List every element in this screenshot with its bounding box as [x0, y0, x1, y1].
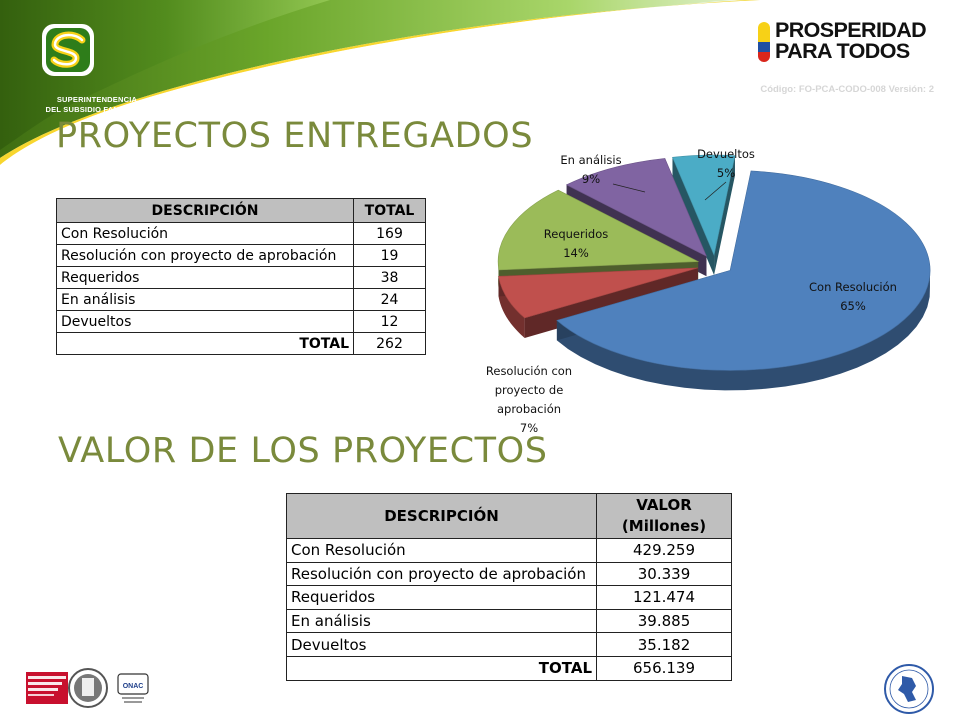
- row-value: 30.339: [597, 562, 732, 586]
- org-name-line1: SUPERINTENDENCIA: [56, 95, 138, 104]
- colombia-map-seal-icon: [882, 662, 936, 716]
- row-value: 35.182: [597, 633, 732, 657]
- total-label: TOTAL: [57, 333, 354, 355]
- pie-label-con-resolucion: Con Resolución 65%: [809, 280, 897, 313]
- row-description: Con Resolución: [287, 539, 597, 563]
- pie-label-devueltos: Devueltos 5%: [697, 147, 755, 180]
- prosperidad-logo: [758, 20, 938, 70]
- row-total: 12: [354, 311, 426, 333]
- iso-certification-icon: [26, 672, 68, 704]
- table-total-row: [57, 333, 426, 355]
- valor-proyectos-table: [286, 493, 732, 681]
- org-name-line2: DEL SUBSIDIO FAMILIAR: [45, 105, 141, 114]
- table-total-row: [287, 656, 732, 680]
- ssf-emblem-icon: [22, 18, 132, 93]
- section-title-proyectos-entregados: PROYECTOS ENTREGADOS: [56, 116, 534, 156]
- pie-label-resolucion: Resolución con proyecto de aprobación 7%: [485, 364, 573, 435]
- row-description: Devueltos: [57, 311, 354, 333]
- row-description: Requeridos: [287, 586, 597, 610]
- brand-line1: PROSPERIDAD: [775, 18, 927, 42]
- row-total: 38: [354, 267, 426, 289]
- pie-label-en-analisis: En análisis 9%: [560, 153, 622, 186]
- onac-icon: [118, 674, 148, 703]
- row-description: Resolución con proyecto de aprobación: [287, 562, 597, 586]
- document-code: Código: FO-PCA-CODO-008 Versión: 2: [760, 84, 934, 95]
- svg-text:ONAC: ONAC: [122, 683, 144, 690]
- table-row: [57, 245, 426, 267]
- table-row: [287, 562, 732, 586]
- table-header-row: [57, 199, 426, 223]
- proyectos-pie-chart: [470, 140, 950, 440]
- table-row: [287, 586, 732, 610]
- row-description: En análisis: [287, 609, 597, 633]
- table-row: [57, 267, 426, 289]
- column-header-valor: [597, 494, 732, 539]
- proyectos-entregados-table: [56, 198, 426, 355]
- pie-slices: [498, 155, 930, 390]
- row-description: Devueltos: [287, 633, 597, 657]
- total-value: 262: [354, 333, 426, 355]
- table-row: [57, 311, 426, 333]
- section-title-valor-proyectos: VALOR DE LOS PROYECTOS: [58, 431, 548, 471]
- column-header-total: TOTAL: [354, 199, 426, 223]
- column-header-descripcion: DESCRIPCIÓN: [57, 199, 354, 223]
- row-description: Requeridos: [57, 267, 354, 289]
- bureau-veritas-icon: [69, 669, 107, 707]
- pie-label-requeridos: Requeridos 14%: [543, 227, 609, 260]
- row-value: 429.259: [597, 539, 732, 563]
- table-row: [57, 223, 426, 245]
- row-total: 19: [354, 245, 426, 267]
- colombia-flag-icon: [758, 22, 770, 62]
- header-valor-line2: (Millones): [621, 517, 707, 535]
- row-description: Con Resolución: [57, 223, 354, 245]
- row-total: 24: [354, 289, 426, 311]
- row-value: 39.885: [597, 609, 732, 633]
- table-row: [287, 539, 732, 563]
- table-header-row: [287, 494, 732, 539]
- row-description: Resolución con proyecto de aprobación: [57, 245, 354, 267]
- certification-logos: [24, 664, 154, 712]
- superintendencia-logo: [22, 18, 141, 114]
- row-description: En análisis: [57, 289, 354, 311]
- row-value: 121.474: [597, 586, 732, 610]
- brand-line2: PARA TODOS: [775, 39, 910, 63]
- table-row: [287, 609, 732, 633]
- header-valor-line1: VALOR: [636, 496, 692, 514]
- table-row: [57, 289, 426, 311]
- row-total: 169: [354, 223, 426, 245]
- column-header-descripcion: DESCRIPCIÓN: [287, 494, 597, 539]
- total-label: TOTAL: [287, 656, 597, 680]
- table-row: [287, 633, 732, 657]
- total-value: 656.139: [597, 656, 732, 680]
